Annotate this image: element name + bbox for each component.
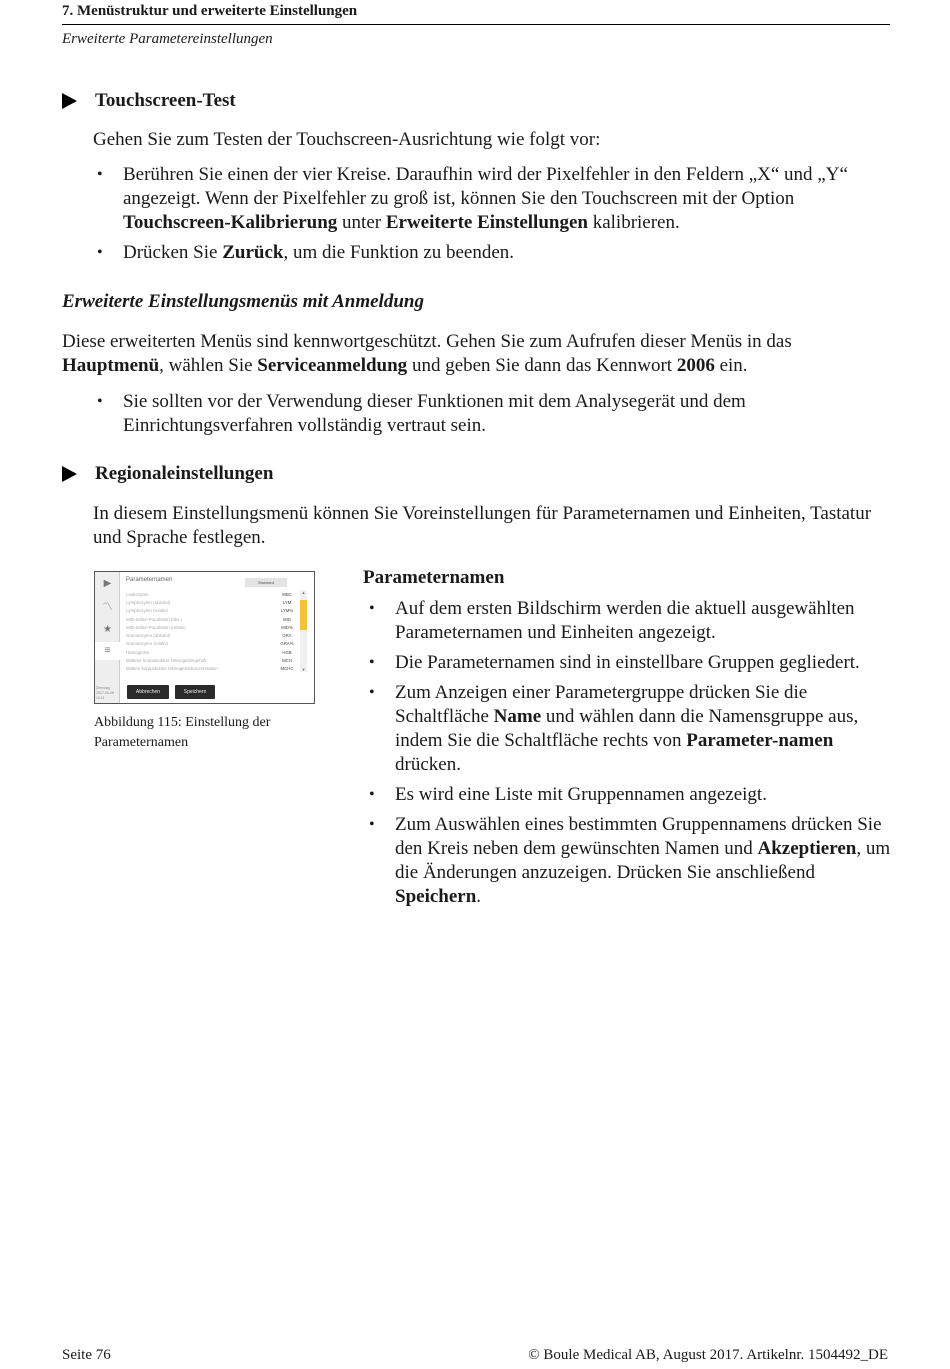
list-item: • Die Parameternamen sind in einstellbare Gruppen gegliedert. [365,651,895,675]
table-row: Mittlere korpuskuläre Hämoglobinkonzentration MCHC [126,666,294,672]
chapter-header: 7. Menüstruktur und erweiterte Einstellungen [62,3,890,25]
touchscreen-test-heading [62,90,236,112]
regional-title: Regionaleinstellungen [95,463,274,484]
touchscreen-test-title: Touchscreen-Test [95,90,236,111]
figure-screen-title: Parameternamen [126,577,173,583]
regional-intro: In diesem Einstellungsmenü können Sie Voreinstellungen für Parameternamen und Einheiten, Tastatur und Sprache festlegen. [93,503,872,548]
parameter-names-screenshot [94,571,315,704]
login-paragraph: Diese erweiterten Menüs sind kennwortgeschützt. Gehen Sie zum Aufrufen dieser Menüs in das Hauptmenü, wählen Sie Serviceanmeldung und geben Sie dann das Kennwort 2006 ein. [62,331,792,376]
list-item: • Drücken Sie Zurück, um die Funktion zu beenden. [93,241,890,265]
figure-caption: Abbildung 115: Einstellung der Parameternamen [94,715,271,750]
list-item: • Sie sollten vor der Verwendung dieser Funktionen mit dem Analysegerät und dem Einrichtungsverfahren vollständig vertraut sein. [93,390,890,438]
menu-icon: ≡ [95,642,120,660]
play-icon: ▶ [103,578,112,589]
figure-save-button: Speichern [175,685,215,699]
triangle-bullet-icon [62,466,77,482]
table-row: Lymphozyten (absolut) LYM [126,599,292,605]
touchscreen-intro: Gehen Sie zum Testen der Touchscreen-Ausrichtung wie folgt vor: [93,129,601,150]
table-row: Mittlerer korpuskulärer Hämoglobingehalt MCH [126,658,292,664]
list-item: • Auf dem ersten Bildschirm werden die aktuell ausgewählten Parameternamen und Einheiten angezeigt. [365,597,895,645]
table-row: Hämoglobin HGB [126,649,292,655]
figure-date: Dienstag 2017-06-08 10:11 [96,686,114,700]
list-item: • Es wird eine Liste mit Gruppennamen angezeigt. [365,783,895,807]
figure-parameter-list [126,590,301,673]
page-number: Seite 76 [62,1347,111,1363]
list-item: • Zum Anzeigen einer Parametergruppe drücken Sie die Schaltfläche Name und wählen dann die Namensgruppe aus, indem Sie die Schaltfläche rechts von Parameter-namen drücken. [365,681,895,777]
section-subtitle: Erweiterte Parametereinstellungen [62,31,273,47]
table-row: Granulozyten (absolut) GRA [126,633,292,639]
parameter-names-bullets [365,597,895,915]
figure-scrollbar [300,590,307,672]
chevron-up-icon: ▲ [301,590,306,595]
figure-cancel-button: Abbrechen [127,685,169,699]
star-icon: ★ [103,624,112,635]
table-row: MID-Zellen-Population (relativ) MID% [126,624,293,630]
chart-icon: 〽 [102,602,113,613]
table-row: Granulozyten (relativ) GRA% [126,641,294,647]
table-row: Leukozyten WBC [126,591,293,597]
list-item: • Zum Auswählen eines bestimmten Gruppennamens drücken Sie den Kreis neben dem gewünschten Namen und Akzeptieren, um die Änderungen anzuzeigen. Drücken Sie anschließend Speichern. [365,813,895,909]
scroll-thumb [300,600,307,630]
login-menus-heading: Erweiterte Einstellungsmenüs mit Anmeldung [62,291,424,312]
table-row: MID-Zellen-Population (abs.) MID [126,616,291,622]
login-bullets [93,390,890,444]
chevron-down-icon: ▼ [301,667,306,672]
triangle-bullet-icon [62,93,77,109]
parameter-names-heading: Parameternamen [363,567,505,588]
table-row: Lymphozyten (relativ) LYM% [126,608,294,614]
figure-sidebar [95,572,120,703]
regional-heading [62,463,273,485]
copyright: © Boule Medical AB, August 2017. Artikelnr. 1504492_DE [528,1347,888,1363]
figure-standard-button: Standard [245,578,287,587]
touchscreen-bullets [93,163,890,271]
list-item: • Berühren Sie einen der vier Kreise. Daraufhin wird der Pixelfehler in den Feldern „X“ und „Y“ angezeigt. Wenn der Pixelfehler zu groß ist, können Sie den Touchscreen mit der Option Touchscreen-Kalibrierung unter Erweiterte Einstellungen kalibrieren. [93,163,890,235]
